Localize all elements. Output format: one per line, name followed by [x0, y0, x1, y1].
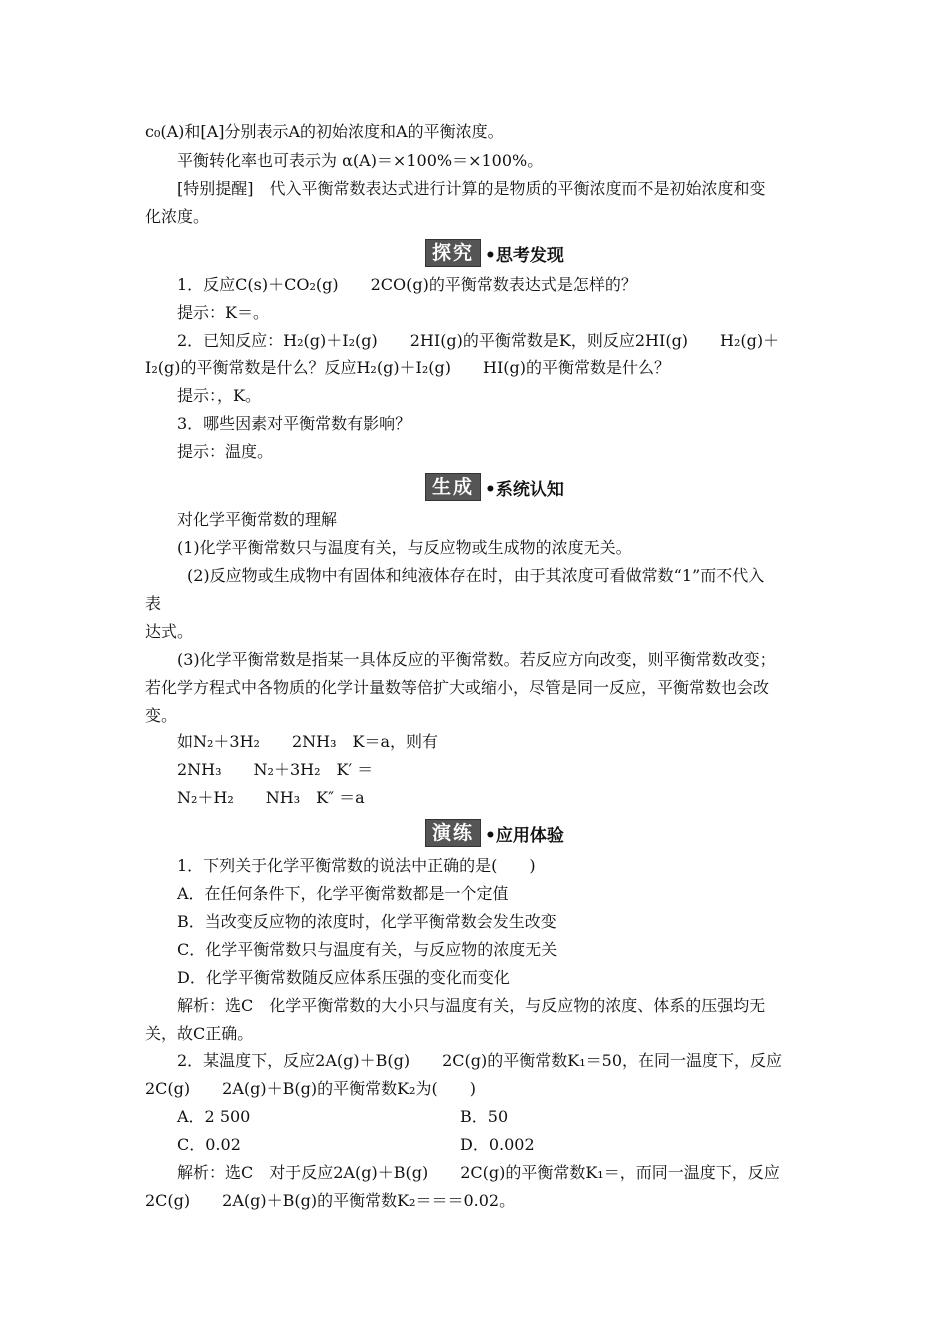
- exercise-1-option-a: A．在任何条件下，化学平衡常数都是一个定值: [177, 884, 509, 903]
- exercise-2-option-d: D．0.002: [460, 1135, 535, 1154]
- section-tag: 探究: [425, 239, 481, 267]
- exercise-2-solution: 解析：选C 对于反应2A(g)＋B(g) 2C(g)的平衡常数K₁＝，而同一温度下，反应: [177, 1163, 780, 1182]
- exercise-1-option-d: D．化学平衡常数随反应体系压强的变化而变化: [177, 968, 510, 987]
- section-header-generate: [425, 473, 564, 501]
- question-2-cont: I₂(g)的平衡常数是什么？反应H₂(g)＋I₂(g) HI(g)的平衡常数是什么？: [145, 358, 671, 377]
- section-title: •系统认知: [485, 479, 564, 500]
- exercise-2-option-b: B．50: [460, 1107, 509, 1126]
- exercise-1-option-b: B．当改变反应物的浓度时，化学平衡常数会发生改变: [177, 912, 557, 931]
- question-1: 1．反应C(s)＋CO₂(g) 2CO(g)的平衡常数表达式是怎样的？: [177, 275, 637, 294]
- example-eq-3: N₂＋H₂ NH₃ K″ ＝a: [177, 788, 365, 807]
- section-header-practice: [425, 819, 564, 847]
- question-3: 3．哪些因素对平衡常数有影响？: [177, 414, 412, 433]
- hint-2: 提示：，K。: [177, 386, 261, 405]
- knowledge-title: 对化学平衡常数的理解: [177, 510, 338, 529]
- section-title: •思考发现: [485, 245, 564, 266]
- exercise-1-option-c: C．化学平衡常数只与温度有关，与反应物的浓度无关: [177, 940, 558, 959]
- section-tag: 生成: [425, 473, 481, 501]
- exercise-2: 2．某温度下，反应2A(g)＋B(g) 2C(g)的平衡常数K₁＝50，在同一温度下，反应: [177, 1051, 783, 1070]
- intro-line-1: c₀(A)和[A]分别表示A的初始浓度和A的平衡浓度。: [145, 122, 504, 141]
- exercise-1-solution: 解析：选C 化学平衡常数的大小只与温度有关，与反应物的浓度、体系的压强均无: [177, 996, 766, 1015]
- knowledge-point-3-cont: 若化学方程式中各物质的化学计量数等倍扩大或缩小，尽管是同一反应，平衡常数也会改: [145, 678, 770, 697]
- exercise-2-cont: 2C(g) 2A(g)＋B(g)的平衡常数K₂为( ): [145, 1079, 476, 1098]
- knowledge-point-1: (1)化学平衡常数只与温度有关，与反应物或生成物的浓度无关。: [177, 538, 632, 557]
- section-title: •应用体验: [485, 825, 564, 846]
- knowledge-point-2: (2)反应物或生成物中有固体和纯液体存在时，由于其浓度可看做常数“1”而不代入: [187, 566, 765, 585]
- exercise-1-solution-cont: 关，故C正确。: [145, 1024, 254, 1043]
- knowledge-point-3-end: 变。: [145, 706, 178, 725]
- example-eq-1: 如N₂＋3H₂ 2NH₃ K＝a，则有: [177, 732, 439, 751]
- knowledge-point-3: (3)化学平衡常数是指某一具体反应的平衡常数。若反应方向改变，则平衡常数改变；: [177, 650, 776, 669]
- hint-1: 提示：K＝。: [177, 303, 269, 322]
- question-2: 2．已知反应：H₂(g)＋I₂(g) 2HI(g)的平衡常数是K，则反应2HI(g) H₂(g)＋: [177, 331, 780, 350]
- special-note-cont: 化浓度。: [145, 207, 210, 226]
- knowledge-point-2-cont: 表: [145, 594, 162, 613]
- knowledge-point-2-end: 达式。: [145, 622, 194, 641]
- example-eq-2: 2NH₃ N₂＋3H₂ K′ ＝: [177, 760, 374, 779]
- intro-line-2: 平衡转化率也可表示为 α(A)＝×100%＝×100%。: [177, 151, 544, 170]
- special-note: [特别提醒] 代入平衡常数表达式进行计算的是物质的平衡浓度而不是初始浓度和变: [177, 179, 766, 198]
- hint-3: 提示：温度。: [177, 442, 274, 461]
- section-header-explore: [425, 239, 564, 267]
- exercise-2-option-a: A．2 500: [177, 1107, 251, 1126]
- exercise-2-option-c: C．0.02: [177, 1135, 241, 1154]
- exercise-1: 1．下列关于化学平衡常数的说法中正确的是( ): [177, 856, 536, 875]
- exercise-2-solution-cont: 2C(g) 2A(g)＋B(g)的平衡常数K₂＝＝＝0.02。: [145, 1191, 516, 1210]
- section-tag: 演练: [425, 819, 481, 847]
